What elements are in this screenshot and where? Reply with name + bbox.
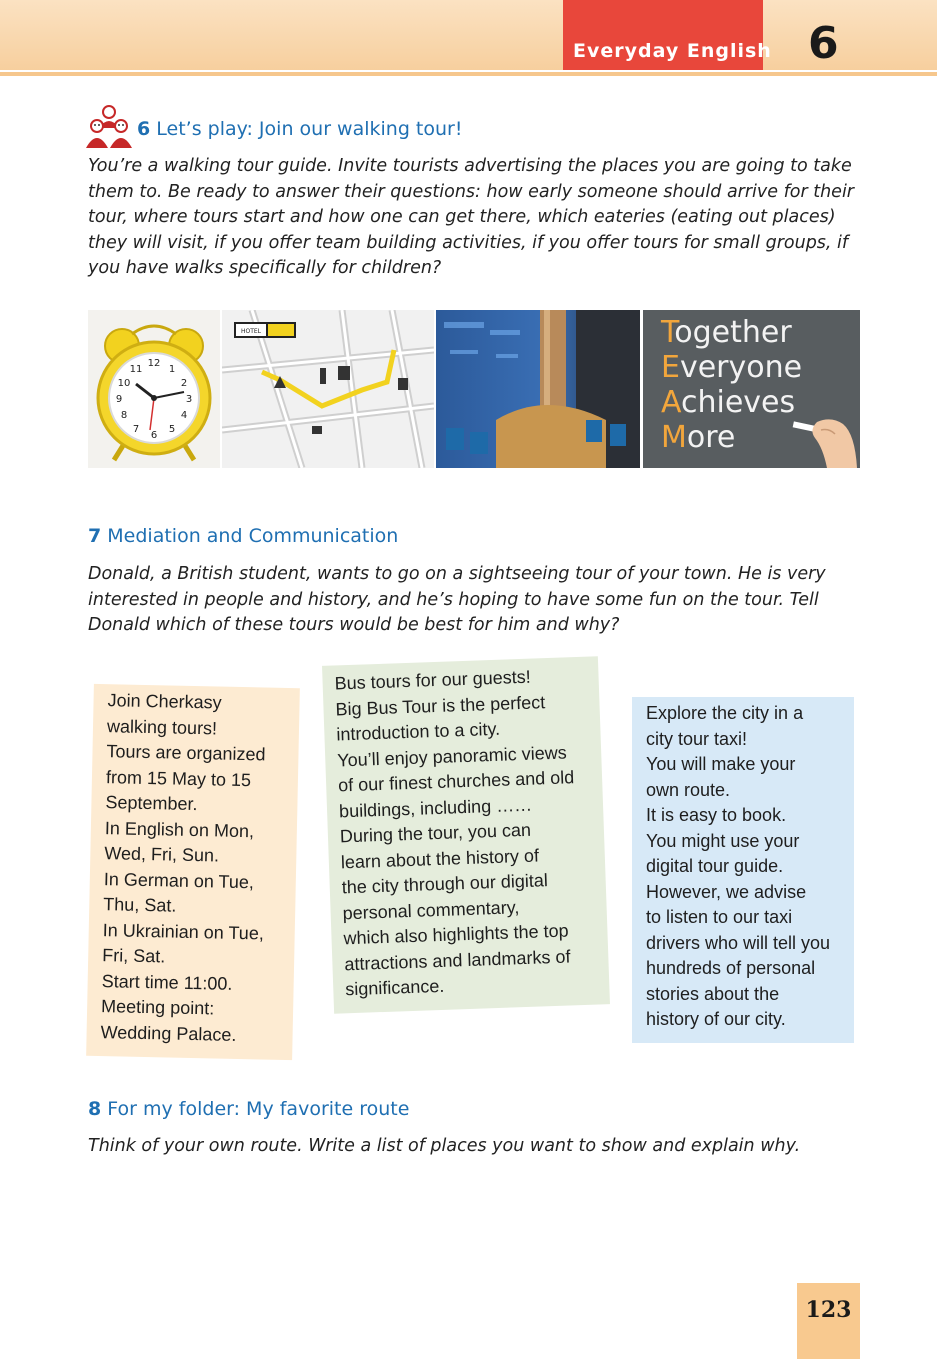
people-group-icon [86, 104, 132, 150]
card-line: stories about the [646, 983, 780, 1004]
unit-number: 6 [808, 18, 839, 69]
card-line: introduction to a city. [336, 718, 501, 745]
svg-text:6: 6 [150, 430, 158, 441]
card-line: Wed, Fri, Sun. [104, 843, 220, 866]
card-line: Explore the city in a [646, 703, 804, 723]
card-line: drivers who will tell you [646, 932, 831, 953]
tour-card-walking [86, 684, 300, 1060]
task8-heading [88, 1098, 409, 1120]
task6-title: Let’s play: Join our walking tour! [156, 118, 463, 140]
svg-text:3: 3 [185, 394, 193, 405]
card-line: You will make your [646, 754, 796, 774]
card-line: history of our city. [646, 1009, 786, 1029]
card-line: attractions and landmarks of [344, 945, 571, 974]
task8-title: For my folder: My favorite route [107, 1098, 410, 1120]
card-line: own route. [646, 779, 731, 800]
team-slogan-image [643, 310, 860, 468]
restaurant-interior-image [436, 310, 640, 468]
task6-line: they will visit, if you offer team building activities, if you offer tours for small groups, if [88, 232, 849, 253]
task6-line: you have walks specifically for children? [88, 258, 442, 278]
card-line: learn about the history of [340, 844, 540, 872]
team-word: veryone [679, 350, 803, 385]
svg-text:1: 1 [168, 364, 176, 375]
task8-instruction: Think of your own route. Write a list of places you want to show and explain why. [88, 1136, 801, 1156]
team-line [661, 351, 802, 385]
task7-line: Donald, a British student, wants to go on a sightseeing tour of your town. He is very [88, 564, 826, 584]
card-line: In English on Mon, [104, 817, 255, 841]
card-line: During the tour, you can [339, 819, 532, 847]
card-line: to listen to our taxi [646, 907, 793, 927]
card-line: Thu, Sat. [103, 894, 177, 916]
task6-line: You’re a walking tour guide. Invite tourists advertising the places you are going to take [88, 156, 852, 176]
card-line: Bus tours for our guests! [334, 666, 531, 694]
section-label: Everyday English [573, 40, 772, 62]
team-initial: E [661, 350, 680, 385]
team-word: ore [686, 420, 736, 455]
task7-instructions [88, 562, 878, 639]
card-line: However, we advise [646, 881, 807, 902]
svg-text:4: 4 [180, 410, 188, 421]
card-line: digital tour guide. [646, 856, 784, 876]
svg-text:2: 2 [180, 378, 188, 389]
header-band [0, 0, 937, 70]
card-line: buildings, including …… [338, 794, 533, 821]
task7-number: 7 [88, 525, 102, 547]
svg-text:5: 5 [168, 424, 176, 435]
team-line [661, 316, 792, 350]
task6-heading [137, 118, 462, 140]
tour-card-bus [322, 656, 610, 1013]
task7-line: Donald which of these tours would be best for him and why? [88, 615, 620, 635]
svg-text:9: 9 [115, 394, 123, 405]
map-logo-text: HOTEL [240, 328, 262, 335]
card-line: the city through our digital [341, 870, 549, 898]
task7-heading [88, 525, 398, 547]
card-line: Wedding Palace. [100, 1021, 237, 1045]
tour-card-taxi [632, 697, 854, 1043]
hand-with-chalk-icon [791, 398, 860, 468]
team-line [661, 421, 735, 455]
card-line: which also highlights the top [343, 920, 569, 949]
card-line: of our finest churches and old [337, 767, 575, 796]
card-line: Join Cherkasy [107, 690, 222, 713]
city-map-image [222, 310, 434, 468]
card-line: You might use your [646, 830, 800, 851]
card-line: Meeting point: [100, 996, 215, 1019]
task8-number: 8 [88, 1098, 102, 1120]
card-line: hundreds of personal [646, 958, 816, 978]
team-initial: T [661, 315, 675, 350]
card-line: walking tours! [106, 715, 218, 738]
svg-text:12: 12 [147, 358, 161, 369]
card-line: In German on Tue, [103, 868, 255, 892]
task6-number: 6 [137, 118, 151, 140]
card-line: personal commentary, [342, 896, 520, 923]
card-line: In Ukrainian on Tue, [102, 919, 265, 943]
svg-text:11: 11 [129, 364, 143, 375]
team-word: chieves [681, 385, 796, 420]
card-line: Start time 11:00. [101, 970, 233, 994]
task6-line: tour, where tours start and how one can get there, which eateries (eating out places) [88, 207, 836, 227]
page-number: 123 [805, 1297, 852, 1323]
card-line: September. [105, 792, 198, 815]
card-line: from 15 May to 15 [105, 766, 252, 790]
svg-text:8: 8 [120, 410, 128, 421]
svg-text:7: 7 [132, 424, 140, 435]
header-divider [0, 72, 937, 76]
card-line: You’ll enjoy panoramic views [336, 741, 567, 770]
team-initial: A [661, 385, 681, 420]
task6-line: them to. Be ready to answer their questions: how early someone should arrive for their [88, 181, 855, 202]
task7-line: interested in people and history, and he’s hoping to have some fun on the tour. Tell [88, 589, 819, 610]
card-line: city tour taxi! [646, 728, 748, 749]
team-initial: M [661, 420, 687, 455]
svg-text:10: 10 [117, 378, 131, 389]
card-line: Tours are organized [106, 741, 266, 765]
alarm-clock-image [88, 310, 220, 468]
card-line: significance. [344, 975, 445, 1000]
task6-instructions [88, 154, 878, 282]
team-word: ogether [674, 315, 792, 350]
card-line: Fri, Sat. [102, 945, 166, 967]
task7-title: Mediation and Communication [107, 525, 399, 547]
team-line [661, 386, 795, 420]
card-line: Big Bus Tour is the perfect [335, 691, 546, 719]
card-line: It is easy to book. [646, 805, 787, 825]
